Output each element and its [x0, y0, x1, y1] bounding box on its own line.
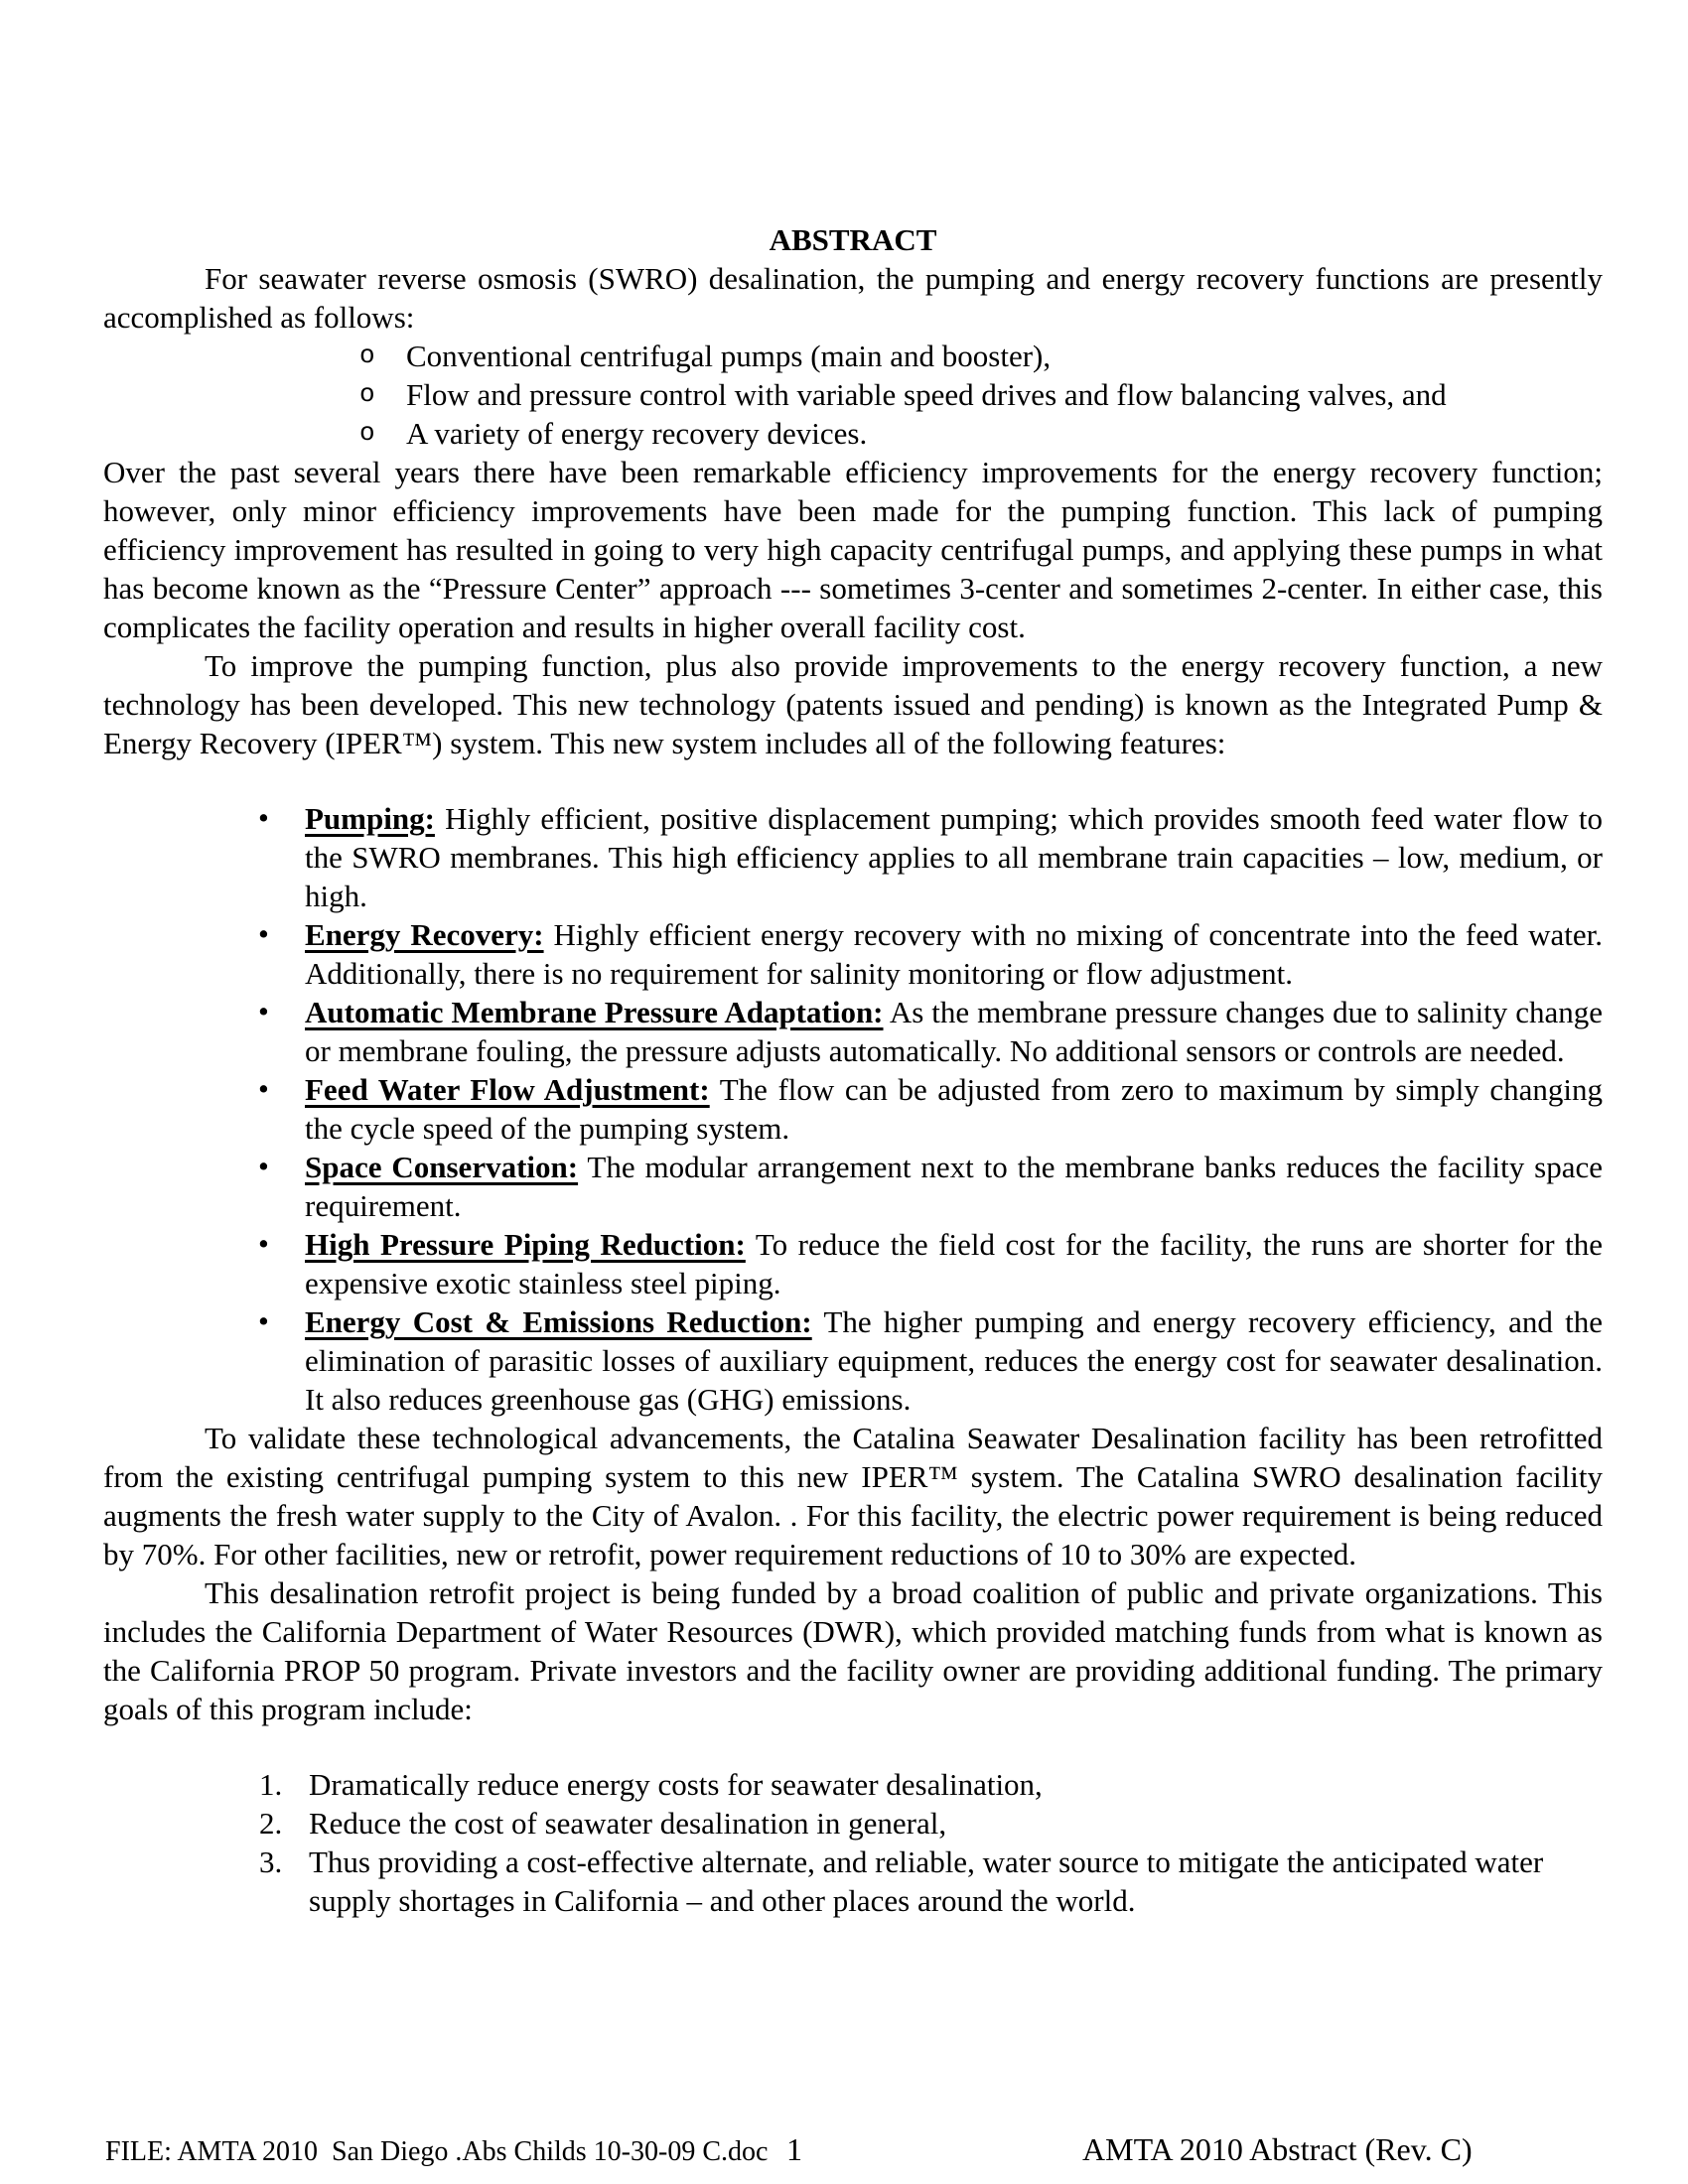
circle-bullet-icon: o — [359, 379, 375, 409]
paragraph-intro: For seawater reverse osmosis (SWRO) desalination, the pumping and energy recovery functions are presently accomplished as follows: — [103, 261, 1603, 335]
page-title: ABSTRACT — [769, 222, 937, 257]
goal-item — [103, 1804, 1603, 1843]
disc-bullet-icon: • — [258, 916, 269, 951]
feature-label: Energy Cost & Emissions Reduction: — [305, 1304, 812, 1339]
feature-item-flow-adjustment — [103, 1070, 1603, 1148]
goals-numbered-list — [103, 1765, 1603, 1920]
features-bullet-list — [103, 799, 1603, 1419]
goal-item — [103, 1765, 1603, 1804]
feature-item-pumping — [103, 799, 1603, 915]
feature-text: The higher pumping and energy recovery efficiency, and the elimination of parasitic losses of auxiliary equipment, reduces the energy cost for seawater desalination. It also reduces greenhouse gas (GHG) emissions. — [305, 1304, 1603, 1417]
feature-text: Highly efficient, positive displacement pumping; which provides smooth feed water flow to the SWRO membranes. This high efficiency applies to all membrane train capacities – low, medium, or high. — [305, 801, 1604, 913]
feature-item-space-conservation — [103, 1148, 1603, 1225]
disc-bullet-icon: • — [258, 800, 269, 835]
footer-page-number: 1 — [786, 2131, 802, 2167]
list-item-text: Flow and pressure control with variable speed drives and flow balancing valves, and — [406, 377, 1447, 412]
disc-bullet-icon: • — [258, 1226, 269, 1261]
feature-item-piping-reduction — [103, 1225, 1603, 1302]
feature-label: Energy Recovery: — [305, 917, 544, 952]
disc-bullet-icon: • — [258, 994, 269, 1028]
page-footer — [0, 2130, 1688, 2176]
feature-label: Automatic Membrane Pressure Adaptation: — [305, 995, 884, 1029]
feature-text: The flow can be adjusted from zero to maximum by simply changing the cycle speed of the pumping system. — [305, 1072, 1603, 1146]
disc-bullet-icon: • — [258, 1303, 269, 1338]
list-item — [103, 337, 1603, 375]
circle-bullet-icon: o — [359, 341, 375, 370]
feature-text: As the membrane pressure changes due to salinity change or membrane fouling, the pressure adjusts automatically. No additional sensors or controls are needed. — [305, 995, 1604, 1068]
feature-text: The modular arrangement next to the membrane banks reduces the facility space requirement. — [305, 1150, 1603, 1223]
goal-text: Thus providing a cost-effective alternate, and reliable, water source to mitigate the anticipated water supply shortages in California – and other places around the world. — [309, 1844, 1544, 1918]
disc-bullet-icon: • — [258, 1071, 269, 1106]
feature-label: Pumping: — [305, 801, 435, 836]
feature-label: High Pressure Piping Reduction: — [305, 1227, 746, 1262]
feature-label: Feed Water Flow Adjustment: — [305, 1072, 710, 1107]
goal-text: Reduce the cost of seawater desalination in general, — [309, 1806, 947, 1841]
circle-bullet-icon: o — [359, 418, 375, 448]
goal-number: 3. — [259, 1844, 283, 1879]
disc-bullet-icon: • — [258, 1149, 269, 1183]
feature-label: Space Conservation: — [305, 1150, 579, 1184]
footer-file-label: FILE: AMTA 2010 San Diego .Abs Childs 10-30-09 C.doc — [105, 2136, 769, 2167]
feature-text: Highly efficient energy recovery with no mixing of concentrate into the feed water. Additionally, there is no requirement for salinity monitoring or flow adjustment. — [305, 917, 1604, 991]
feature-item-energy-recovery — [103, 915, 1603, 993]
paragraph-iper-intro: To improve the pumping function, plus also provide improvements to the energy recovery function, a new technology has been developed. This new technology (patents issued and pending) is known as the Integrated Pump & Energy Recovery (IPER™) system. This new system includes all of the following features: — [103, 648, 1603, 760]
list-item — [103, 414, 1603, 453]
feature-text: To reduce the field cost for the facility, the runs are shorter for the expensive exotic stainless steel piping. — [305, 1227, 1603, 1300]
paragraph-catalina: To validate these technological advancements, the Catalina Seawater Desalination facility has been retrofitted from the existing centrifugal pumping system to this new IPER™ system. The Catalina SWRO desalination facility augments the fresh water supply to the City of Avalon. . For this facility, the electric power requirement is being reduced by 70%. For other facilities, new or retrofit, power requirement reductions of 10 to 30% are expected. — [103, 1421, 1603, 1571]
list-item-text: Conventional centrifugal pumps (main and booster), — [406, 339, 1052, 373]
goal-number: 1. — [259, 1767, 283, 1802]
paragraph-funding: This desalination retrofit project is being funded by a broad coalition of public and private organizations. This includes the California Department of Water Resources (DWR), which provided matching funds from what is known as the California PROP 50 program. Private investors and the facility owner are providing additional funding. The primary goals of this program include: — [103, 1575, 1603, 1726]
goal-item — [103, 1843, 1603, 1920]
list-item — [103, 375, 1603, 414]
feature-item-membrane-pressure — [103, 993, 1603, 1070]
feature-item-cost-emissions — [103, 1302, 1603, 1419]
paragraph-pressure-center: Over the past several years there have been remarkable efficiency improvements for the energy recovery function; however, only minor efficiency improvements have been made for the pumping function. This lack of pumping efficiency improvement has resulted in going to very high capacity centrifugal pumps, and applying these pumps in what has become known as the “Pressure Center” approach --- sometimes 3-center and sometimes 2-center. In either case, this complicates the facility operation and results in higher overall facility cost. — [103, 455, 1603, 644]
goal-number: 2. — [259, 1806, 283, 1841]
footer-revision-label: AMTA 2010 Abstract (Rev. C) — [1082, 2131, 1473, 2167]
list-item-text: A variety of energy recovery devices. — [406, 416, 868, 451]
circle-bullet-list — [103, 337, 1603, 453]
goal-text: Dramatically reduce energy costs for seawater desalination, — [309, 1767, 1043, 1802]
